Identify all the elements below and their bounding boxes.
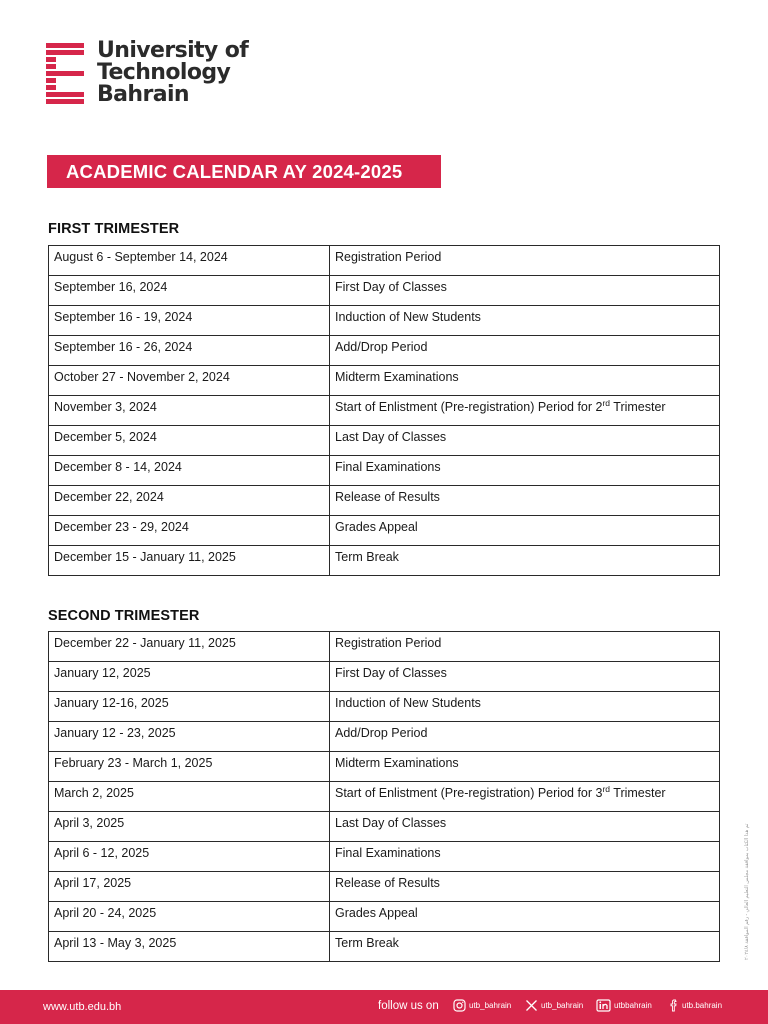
row-event: Midterm Examinations (330, 752, 720, 782)
logo-mark-icon (46, 43, 84, 105)
table-row (49, 812, 720, 842)
table-row (49, 872, 720, 902)
row-date: December 22, 2024 (49, 486, 330, 516)
facebook-handle: utb.bahrain (682, 1001, 723, 1010)
logo-line-2: Technology (97, 60, 231, 85)
row-event: First Day of Classes (330, 662, 720, 692)
row-date: March 2, 2025 (49, 782, 330, 812)
table-row (49, 396, 720, 426)
row-event: Term Break (330, 932, 720, 962)
table-row (49, 782, 720, 812)
table-row (49, 752, 720, 782)
linkedin-handle: utbbahrain (614, 1001, 652, 1010)
row-date: December 8 - 14, 2024 (49, 456, 330, 486)
x-icon (525, 999, 538, 1012)
table-row (49, 632, 720, 662)
row-event: Release of Results (330, 872, 720, 902)
row-date: December 23 - 29, 2024 (49, 516, 330, 546)
row-event: Registration Period (330, 246, 720, 276)
x-handle: utb_bahrain (541, 1001, 584, 1010)
row-event: Last Day of Classes (330, 812, 720, 842)
table-row (49, 306, 720, 336)
row-event: Registration Period (330, 632, 720, 662)
first-trimester-heading: FIRST TRIMESTER (48, 221, 180, 237)
row-event-tail: Trimester (610, 786, 666, 800)
row-date: December 5, 2024 (49, 426, 330, 456)
row-event-tail: Trimester (610, 400, 666, 414)
table-row (49, 932, 720, 962)
footer-bar (0, 990, 768, 1024)
row-date: September 16 - 19, 2024 (49, 306, 330, 336)
table-row (49, 516, 720, 546)
table-row (49, 722, 720, 752)
table-row (49, 486, 720, 516)
table-row (49, 336, 720, 366)
logo-line-3: Bahrain (97, 82, 189, 107)
row-date: October 27 - November 2, 2024 (49, 366, 330, 396)
row-date: April 6 - 12, 2025 (49, 842, 330, 872)
row-date: September 16, 2024 (49, 276, 330, 306)
row-event: Term Break (330, 546, 720, 576)
row-event: Induction of New Students (330, 692, 720, 722)
logo-line-1: University of (97, 38, 249, 63)
row-event: Last Day of Classes (330, 426, 720, 456)
table-row (49, 662, 720, 692)
row-date: December 22 - January 11, 2025 (49, 632, 330, 662)
row-event (330, 782, 720, 812)
row-date: December 15 - January 11, 2025 (49, 546, 330, 576)
social-facebook[interactable] (668, 999, 722, 1012)
table-row (49, 366, 720, 396)
calendar-title: ACADEMIC CALENDAR AY 2024-2025 (47, 155, 441, 188)
follow-label: follow us on (378, 1000, 439, 1012)
row-date: April 17, 2025 (49, 872, 330, 902)
row-event-ordinal: rd (602, 783, 611, 794)
row-event: First Day of Classes (330, 276, 720, 306)
row-date: April 13 - May 3, 2025 (49, 932, 330, 962)
row-event: Add/Drop Period (330, 722, 720, 752)
instagram-handle: utb_bahrain (469, 1001, 512, 1010)
social-linkedin[interactable] (596, 999, 652, 1012)
row-event (330, 396, 720, 426)
table-row (49, 692, 720, 722)
utb-logo (46, 38, 249, 107)
table-row (49, 276, 720, 306)
table-row (49, 456, 720, 486)
linkedin-icon (596, 999, 611, 1012)
row-date: January 12 - 23, 2025 (49, 722, 330, 752)
row-date: September 16 - 26, 2024 (49, 336, 330, 366)
website-link[interactable]: www.utb.edu.bh (43, 1001, 122, 1013)
table-row (49, 426, 720, 456)
row-date: November 3, 2024 (49, 396, 330, 426)
approval-side-note: تم هذا الكتاب بموافقة مجلس التعليم العالي - رقم الموافقة ٢٠٢٤/٨ (744, 823, 750, 960)
row-date: February 23 - March 1, 2025 (49, 752, 330, 782)
table-row (49, 546, 720, 576)
second-trimester-heading: SECOND TRIMESTER (48, 608, 200, 624)
social-x[interactable] (525, 999, 583, 1012)
facebook-icon (668, 999, 679, 1012)
row-event-text: Start of Enlistment (Pre-registration) Period for 2 (335, 400, 603, 414)
row-event: Release of Results (330, 486, 720, 516)
row-event-text: Start of Enlistment (Pre-registration) Period for 3 (335, 786, 603, 800)
table-row (49, 902, 720, 932)
row-date: August 6 - September 14, 2024 (49, 246, 330, 276)
row-event-ordinal: rd (602, 397, 611, 408)
row-event: Grades Appeal (330, 902, 720, 932)
row-date: January 12, 2025 (49, 662, 330, 692)
table-row (49, 246, 720, 276)
row-date: January 12-16, 2025 (49, 692, 330, 722)
row-event: Final Examinations (330, 456, 720, 486)
row-event: Induction of New Students (330, 306, 720, 336)
row-event: Final Examinations (330, 842, 720, 872)
first-trimester-table (48, 245, 720, 576)
instagram-icon (453, 999, 466, 1012)
table-row (49, 842, 720, 872)
row-event: Add/Drop Period (330, 336, 720, 366)
row-date: April 3, 2025 (49, 812, 330, 842)
row-event: Grades Appeal (330, 516, 720, 546)
social-instagram[interactable] (453, 999, 511, 1012)
row-date: April 20 - 24, 2025 (49, 902, 330, 932)
logo-wordmark (97, 40, 248, 106)
second-trimester-table (48, 631, 720, 962)
row-event: Midterm Examinations (330, 366, 720, 396)
